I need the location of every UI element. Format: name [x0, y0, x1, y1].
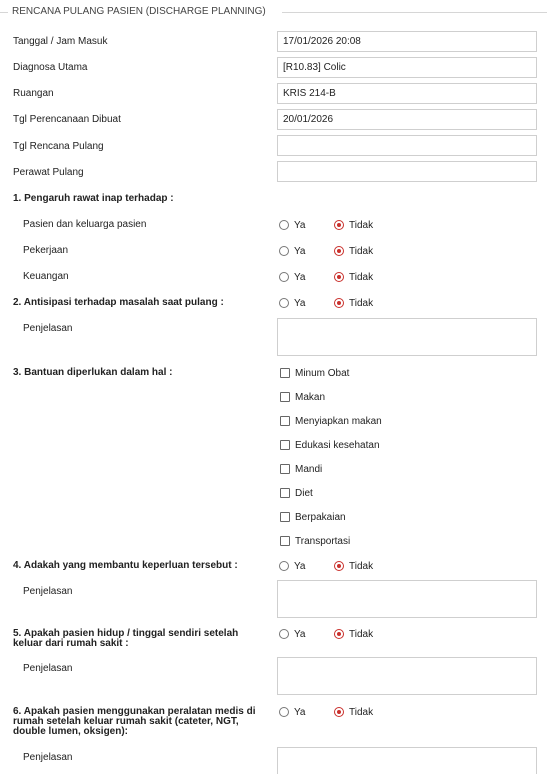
label-diagnosa: Diagnosa Utama: [13, 62, 88, 73]
q2-title: 2. Antisipasi terhadap masalah saat pulang :: [13, 297, 224, 308]
fieldset-border-right: [282, 12, 547, 13]
q2-explain-textarea[interactable]: [277, 318, 537, 356]
q1-title: 1. Pengaruh rawat inap terhadap :: [13, 193, 174, 204]
radio-checked-icon: [334, 298, 344, 308]
tanggal-masuk-field[interactable]: 17/01/2026 20:08: [277, 31, 537, 52]
radio-ya[interactable]: Ya: [279, 271, 306, 283]
q5-explain-textarea[interactable]: [277, 657, 537, 695]
checkbox-menyiapkan-makan[interactable]: Menyiapkan makan: [280, 415, 382, 427]
radio-ya[interactable]: Ya: [279, 628, 306, 640]
label-tgl-rencana-pulang: Tgl Rencana Pulang: [13, 141, 104, 152]
diagnosa-field[interactable]: [R10.83] Colic: [277, 57, 537, 78]
checkbox-berpakaian[interactable]: Berpakaian: [280, 511, 346, 523]
radio-unchecked-icon: [279, 272, 289, 282]
checkbox-transportasi[interactable]: Transportasi: [280, 535, 350, 547]
checkbox-diet[interactable]: Diet: [280, 487, 313, 499]
q6-title-line3: double lumen, oksigen):: [13, 726, 129, 737]
radio-ya[interactable]: Ya: [279, 706, 306, 718]
q6-explain-textarea[interactable]: [277, 747, 537, 774]
radio-unchecked-icon: [279, 629, 289, 639]
radio-checked-icon: [334, 629, 344, 639]
q3-title: 3. Bantuan diperlukan dalam hal :: [13, 367, 173, 378]
checkbox-icon: [280, 368, 290, 378]
radio-unchecked-icon: [279, 220, 289, 230]
q2-explain-label: Penjelasan: [23, 323, 73, 334]
section-title: RENCANA PULANG PASIEN (DISCHARGE PLANNING): [8, 6, 270, 17]
radio-checked-icon: [334, 246, 344, 256]
checkbox-icon: [280, 488, 290, 498]
q5-title-line2: keluar dari rumah sakit :: [13, 638, 129, 649]
checkbox-icon: [280, 416, 290, 426]
checkbox-icon: [280, 464, 290, 474]
radio-tidak[interactable]: Tidak: [334, 219, 373, 231]
radio-checked-icon: [334, 272, 344, 282]
radio-tidak[interactable]: Tidak: [334, 271, 373, 283]
label-tgl-perencanaan: Tgl Perencanaan Dibuat: [13, 114, 121, 125]
label-tanggal-masuk: Tanggal / Jam Masuk: [13, 36, 108, 47]
label-perawat-pulang: Perawat Pulang: [13, 167, 84, 178]
checkbox-mandi[interactable]: Mandi: [280, 463, 322, 475]
q4-explain-label: Penjelasan: [23, 586, 73, 597]
radio-checked-icon: [334, 220, 344, 230]
q1-item-label: Keuangan: [23, 271, 69, 282]
checkbox-minum-obat[interactable]: Minum Obat: [280, 367, 349, 379]
checkbox-icon: [280, 392, 290, 402]
tgl-perencanaan-field[interactable]: 20/01/2026: [277, 109, 537, 130]
q1-item-label: Pasien dan keluarga pasien: [23, 219, 147, 230]
radio-tidak[interactable]: Tidak: [334, 560, 373, 572]
radio-ya[interactable]: Ya: [279, 560, 306, 572]
checkbox-icon: [280, 512, 290, 522]
radio-unchecked-icon: [279, 246, 289, 256]
radio-unchecked-icon: [279, 298, 289, 308]
checkbox-edukasi-kesehatan[interactable]: Edukasi kesehatan: [280, 439, 380, 451]
q4-title: 4. Adakah yang membantu keperluan tersebut :: [13, 560, 238, 571]
q6-explain-label: Penjelasan: [23, 752, 73, 763]
q5-title-line1: 5. Apakah pasien hidup / tinggal sendiri setelah: [13, 628, 239, 639]
checkbox-icon: [280, 536, 290, 546]
radio-tidak[interactable]: Tidak: [334, 297, 373, 309]
perawat-pulang-field[interactable]: [277, 161, 537, 182]
tgl-rencana-pulang-field[interactable]: [277, 135, 537, 156]
q6-title-line2: rumah setelah keluar rumah sakit (cateter, NGT,: [13, 716, 239, 727]
radio-checked-icon: [334, 707, 344, 717]
ruangan-field[interactable]: KRIS 214-B: [277, 83, 537, 104]
radio-ya[interactable]: Ya: [279, 245, 306, 257]
checkbox-icon: [280, 440, 290, 450]
q6-title-line1: 6. Apakah pasien menggunakan peralatan medis di: [13, 706, 256, 717]
q5-explain-label: Penjelasan: [23, 663, 73, 674]
radio-tidak[interactable]: Tidak: [334, 245, 373, 257]
radio-tidak[interactable]: Tidak: [334, 628, 373, 640]
radio-unchecked-icon: [279, 707, 289, 717]
label-ruangan: Ruangan: [13, 88, 54, 99]
q4-explain-textarea[interactable]: [277, 580, 537, 618]
q1-item-label: Pekerjaan: [23, 245, 69, 256]
radio-checked-icon: [334, 561, 344, 571]
radio-tidak[interactable]: Tidak: [334, 706, 373, 718]
radio-unchecked-icon: [279, 561, 289, 571]
checkbox-makan[interactable]: Makan: [280, 391, 325, 403]
radio-ya[interactable]: Ya: [279, 219, 306, 231]
radio-ya[interactable]: Ya: [279, 297, 306, 309]
